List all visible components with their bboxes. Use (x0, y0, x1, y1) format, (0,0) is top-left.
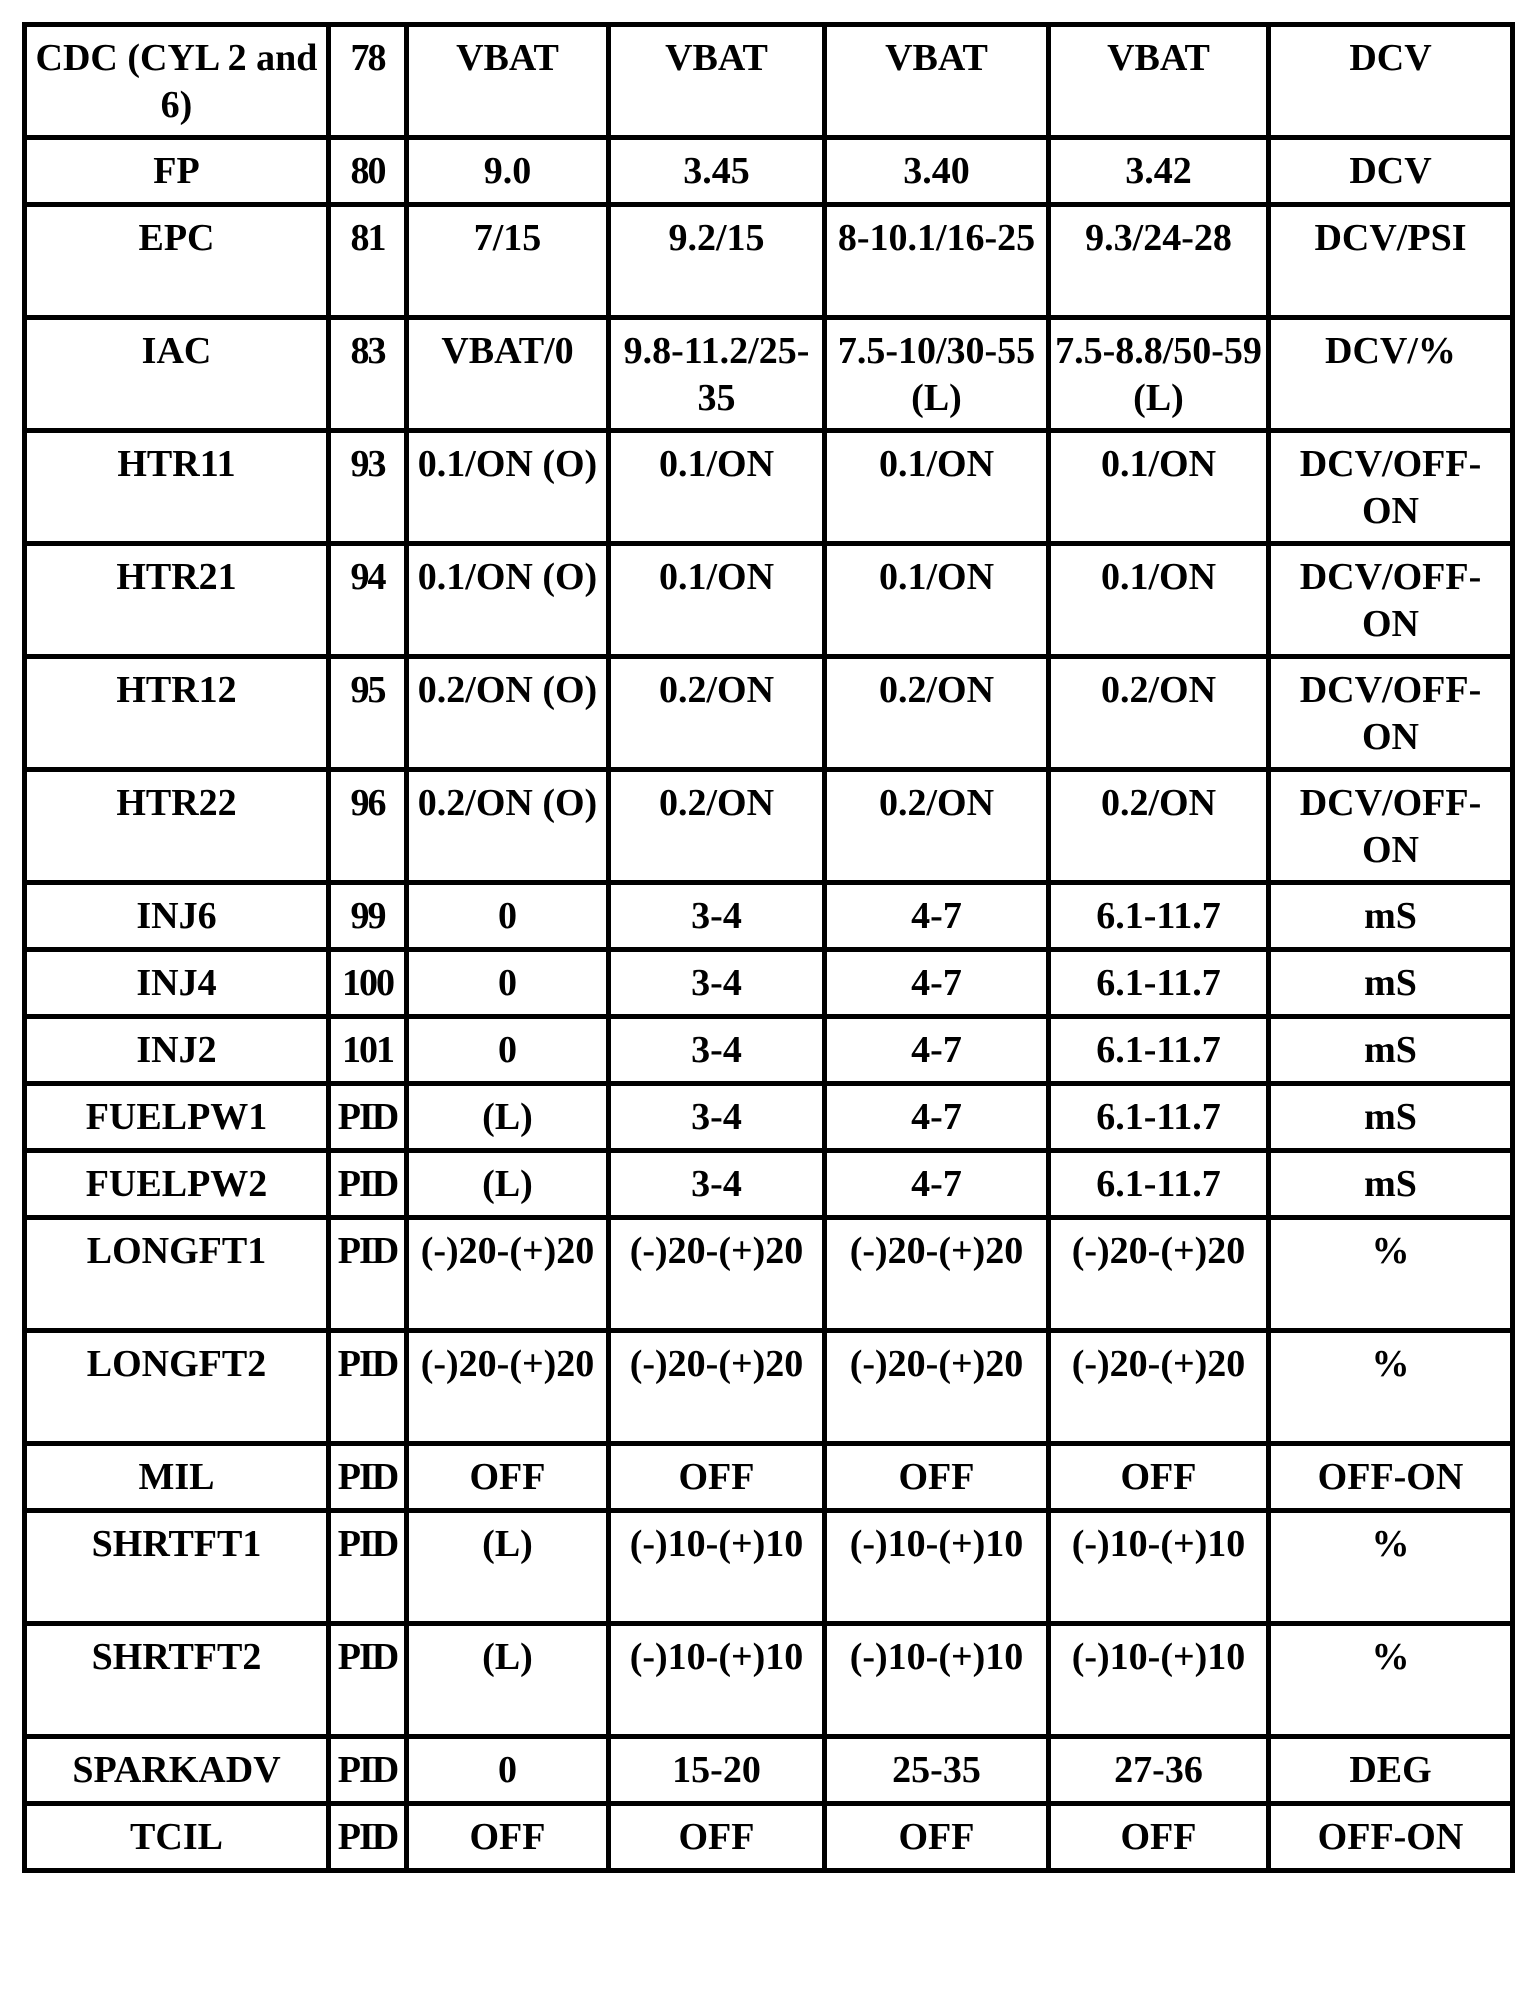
value-cell-3: (-)20-(+)20 (825, 1218, 1049, 1331)
pin-cell: PID (329, 1511, 407, 1624)
pin-cell: 95 (329, 657, 407, 770)
signal-name-cell: MIL (25, 1444, 329, 1511)
value-cell-3: 7.5-10/30-55 (L) (825, 318, 1049, 431)
pin-cell: 101 (329, 1017, 407, 1084)
value-cell-2: 3-4 (609, 1017, 825, 1084)
value-cell-3: OFF (825, 1804, 1049, 1871)
value-cell-2: 0.2/ON (609, 657, 825, 770)
value-cell-3: 4-7 (825, 1151, 1049, 1218)
value-cell-4: (-)10-(+)10 (1049, 1624, 1269, 1737)
value-cell-2: 3-4 (609, 1151, 825, 1218)
unit-cell: mS (1269, 883, 1513, 950)
unit-cell: mS (1269, 950, 1513, 1017)
signal-name-cell: LONGFT2 (25, 1331, 329, 1444)
pin-cell: 96 (329, 770, 407, 883)
value-cell-3: (-)20-(+)20 (825, 1331, 1049, 1444)
unit-cell: % (1269, 1218, 1513, 1331)
value-cell-2: (-)20-(+)20 (609, 1331, 825, 1444)
value-cell-4: 9.3/24-28 (1049, 205, 1269, 318)
pin-cell: 93 (329, 431, 407, 544)
value-cell-1: (L) (407, 1084, 609, 1151)
pin-cell: 94 (329, 544, 407, 657)
table-row (25, 1151, 1513, 1218)
unit-cell: DCV/OFF-ON (1269, 657, 1513, 770)
signal-name-cell: EPC (25, 205, 329, 318)
value-cell-4: VBAT (1049, 25, 1269, 138)
unit-cell: OFF-ON (1269, 1804, 1513, 1871)
signal-name-cell: FUELPW1 (25, 1084, 329, 1151)
value-cell-1: (L) (407, 1511, 609, 1624)
table-row (25, 431, 1513, 544)
unit-cell: DCV/% (1269, 318, 1513, 431)
value-cell-2: 3-4 (609, 883, 825, 950)
value-cell-1: 9.0 (407, 138, 609, 205)
table-row (25, 25, 1513, 138)
pin-cell: 100 (329, 950, 407, 1017)
pin-cell: PID (329, 1331, 407, 1444)
value-cell-1: VBAT/0 (407, 318, 609, 431)
value-cell-4: 6.1-11.7 (1049, 1017, 1269, 1084)
pin-cell: PID (329, 1444, 407, 1511)
value-cell-2: 0.2/ON (609, 770, 825, 883)
pin-cell: PID (329, 1151, 407, 1218)
signal-name-cell: FUELPW2 (25, 1151, 329, 1218)
value-cell-3: 8-10.1/16-25 (825, 205, 1049, 318)
signal-name-cell: TCIL (25, 1804, 329, 1871)
unit-cell: % (1269, 1331, 1513, 1444)
unit-cell: mS (1269, 1151, 1513, 1218)
value-cell-4: (-)20-(+)20 (1049, 1331, 1269, 1444)
signal-name-cell: INJ4 (25, 950, 329, 1017)
value-cell-1: 0.1/ON (O) (407, 431, 609, 544)
value-cell-3: 0.1/ON (825, 544, 1049, 657)
value-cell-1: 0 (407, 1017, 609, 1084)
signal-name-cell: HTR21 (25, 544, 329, 657)
value-cell-3: 0.1/ON (825, 431, 1049, 544)
table-row (25, 1331, 1513, 1444)
value-cell-1: 0.2/ON (O) (407, 770, 609, 883)
value-cell-3: 0.2/ON (825, 657, 1049, 770)
pin-cell: PID (329, 1804, 407, 1871)
value-cell-4: 6.1-11.7 (1049, 1084, 1269, 1151)
signal-name-cell: HTR22 (25, 770, 329, 883)
unit-cell: DCV (1269, 138, 1513, 205)
unit-cell: DCV (1269, 25, 1513, 138)
value-cell-2: 0.1/ON (609, 544, 825, 657)
pin-cell: 99 (329, 883, 407, 950)
value-cell-3: OFF (825, 1444, 1049, 1511)
value-cell-2: 15-20 (609, 1737, 825, 1804)
table-row (25, 1218, 1513, 1331)
value-cell-1: 0.1/ON (O) (407, 544, 609, 657)
value-cell-1: 0 (407, 1737, 609, 1804)
table-row (25, 544, 1513, 657)
value-cell-1: VBAT (407, 25, 609, 138)
table-row (25, 1511, 1513, 1624)
value-cell-3: 4-7 (825, 1017, 1049, 1084)
signal-name-cell: SHRTFT2 (25, 1624, 329, 1737)
value-cell-4: OFF (1049, 1804, 1269, 1871)
value-cell-2: 0.1/ON (609, 431, 825, 544)
table-row (25, 1444, 1513, 1511)
value-cell-1: 0 (407, 883, 609, 950)
value-cell-3: 0.2/ON (825, 770, 1049, 883)
table-row (25, 657, 1513, 770)
pin-cell: PID (329, 1084, 407, 1151)
pin-cell: 78 (329, 25, 407, 138)
value-cell-4: 6.1-11.7 (1049, 883, 1269, 950)
value-cell-4: 0.1/ON (1049, 544, 1269, 657)
signal-name-cell: SHRTFT1 (25, 1511, 329, 1624)
value-cell-1: OFF (407, 1444, 609, 1511)
pin-cell: 80 (329, 138, 407, 205)
unit-cell: DCV/PSI (1269, 205, 1513, 318)
value-cell-4: 0.2/ON (1049, 770, 1269, 883)
value-cell-2: (-)10-(+)10 (609, 1624, 825, 1737)
signal-name-cell: FP (25, 138, 329, 205)
table-row (25, 1017, 1513, 1084)
value-cell-3: 25-35 (825, 1737, 1049, 1804)
table-row (25, 138, 1513, 205)
value-cell-2: 3.45 (609, 138, 825, 205)
table-row (25, 205, 1513, 318)
signal-name-cell: HTR11 (25, 431, 329, 544)
value-cell-2: OFF (609, 1444, 825, 1511)
value-cell-3: 4-7 (825, 883, 1049, 950)
unit-cell: DCV/OFF-ON (1269, 431, 1513, 544)
value-cell-3: (-)10-(+)10 (825, 1624, 1049, 1737)
table-row (25, 1624, 1513, 1737)
unit-cell: DEG (1269, 1737, 1513, 1804)
value-cell-2: 9.8-11.2/25-35 (609, 318, 825, 431)
value-cell-2: OFF (609, 1804, 825, 1871)
value-cell-3: VBAT (825, 25, 1049, 138)
value-cell-4: (-)20-(+)20 (1049, 1218, 1269, 1331)
value-cell-4: 7.5-8.8/50-59 (L) (1049, 318, 1269, 431)
unit-cell: mS (1269, 1084, 1513, 1151)
signal-name-cell: INJ6 (25, 883, 329, 950)
value-cell-4: 6.1-11.7 (1049, 950, 1269, 1017)
value-cell-2: 3-4 (609, 1084, 825, 1151)
value-cell-4: 3.42 (1049, 138, 1269, 205)
table-row (25, 770, 1513, 883)
pin-cell: 81 (329, 205, 407, 318)
value-cell-4: 0.1/ON (1049, 431, 1269, 544)
unit-cell: % (1269, 1624, 1513, 1737)
unit-cell: DCV/OFF-ON (1269, 770, 1513, 883)
value-cell-4: 6.1-11.7 (1049, 1151, 1269, 1218)
table-body (25, 25, 1513, 1871)
value-cell-4: (-)10-(+)10 (1049, 1511, 1269, 1624)
pin-cell: PID (329, 1737, 407, 1804)
unit-cell: DCV/OFF-ON (1269, 544, 1513, 657)
pin-cell: PID (329, 1624, 407, 1737)
signal-name-cell: IAC (25, 318, 329, 431)
value-cell-3: 4-7 (825, 950, 1049, 1017)
value-cell-3: 4-7 (825, 1084, 1049, 1151)
value-cell-2: 3-4 (609, 950, 825, 1017)
value-cell-4: 27-36 (1049, 1737, 1269, 1804)
signal-name-cell: HTR12 (25, 657, 329, 770)
table-row (25, 883, 1513, 950)
value-cell-1: 0 (407, 950, 609, 1017)
unit-cell: mS (1269, 1017, 1513, 1084)
pin-cell: PID (329, 1218, 407, 1331)
signal-name-cell: LONGFT1 (25, 1218, 329, 1331)
value-cell-3: (-)10-(+)10 (825, 1511, 1049, 1624)
value-cell-1: (-)20-(+)20 (407, 1331, 609, 1444)
unit-cell: OFF-ON (1269, 1444, 1513, 1511)
value-cell-2: (-)10-(+)10 (609, 1511, 825, 1624)
value-cell-1: (-)20-(+)20 (407, 1218, 609, 1331)
table-row (25, 950, 1513, 1017)
value-cell-1: 0.2/ON (O) (407, 657, 609, 770)
pin-cell: 83 (329, 318, 407, 431)
value-cell-1: OFF (407, 1804, 609, 1871)
value-cell-3: 3.40 (825, 138, 1049, 205)
value-cell-2: 9.2/15 (609, 205, 825, 318)
value-cell-4: 0.2/ON (1049, 657, 1269, 770)
value-cell-2: (-)20-(+)20 (609, 1218, 825, 1331)
unit-cell: % (1269, 1511, 1513, 1624)
table-row (25, 1804, 1513, 1871)
signal-name-cell: CDC (CYL 2 and 6) (25, 25, 329, 138)
diagnostic-values-table (22, 22, 1515, 1873)
value-cell-2: VBAT (609, 25, 825, 138)
value-cell-1: 7/15 (407, 205, 609, 318)
signal-name-cell: INJ2 (25, 1017, 329, 1084)
value-cell-4: OFF (1049, 1444, 1269, 1511)
signal-name-cell: SPARKADV (25, 1737, 329, 1804)
table-row (25, 318, 1513, 431)
value-cell-1: (L) (407, 1151, 609, 1218)
table-row (25, 1737, 1513, 1804)
table-row (25, 1084, 1513, 1151)
value-cell-1: (L) (407, 1624, 609, 1737)
